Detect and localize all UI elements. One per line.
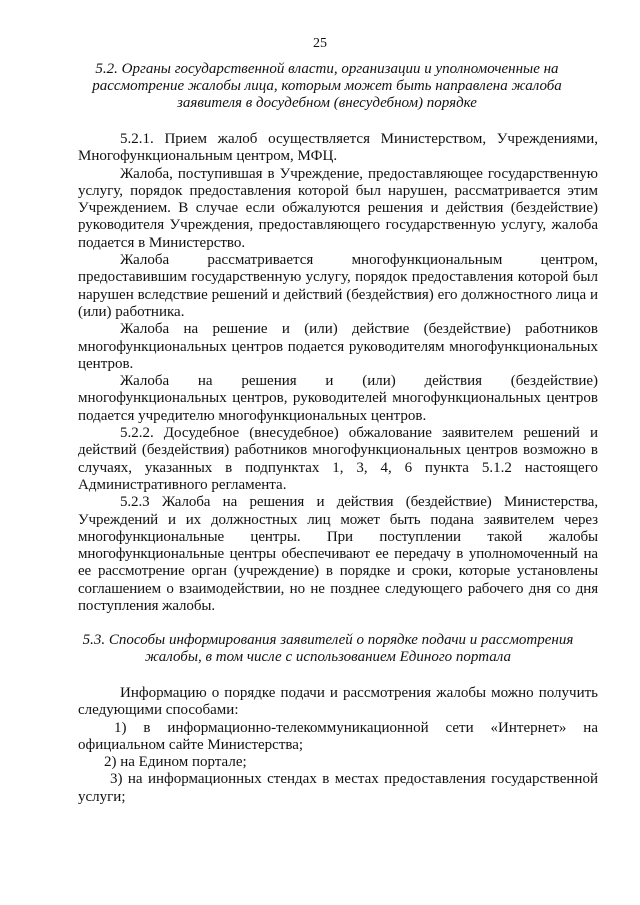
paragraph-intro: Информацию о порядке подачи и рассмотрения жалобы можно получить следующими способами: [78,685,598,719]
paragraph-5-2-2: 5.2.2. Досудебное (внесудебное) обжалование заявителем решений и действий (бездействия) работников многофункциональных центров возможно в случаях, указанных в подпунктах 1, 3, 4, 6 пункта 5.1.2 настоящего Административного регламента. [78,425,598,493]
section-5-3-heading [78,632,578,666]
paragraph-complaint-institution: Жалоба, поступившая в Учреждение, предоставляющее государственную услугу, порядок предоставления которой был нарушен, рассматривается этим Учреждением. В случае если обжалуются решения и действия (бездействие) руководителя Учреждения, предоставляющего государственную услугу, жалоба подается в Министерство. [78,165,598,251]
paragraph-complaint-mfc-heads: Жалоба на решения и (или) действия (бездействие) многофункциональных центров, руководителей многофункциональных центров подается учредителю многофункциональных центров. [78,373,598,424]
paragraph-complaint-mfc-workers: Жалоба на решение и (или) действие (бездействие) работников многофункциональных центров подается руководителям многофункциональных центров. [78,321,598,372]
heading-line: 5.3. Способы информирования заявителей о порядке подачи и рассмотрения [82,632,574,648]
list-item: 1) в информационно-телекоммуникационной сети «Интернет» на официальном сайте Министерства; [78,719,598,753]
paragraph-5-2-1: 5.2.1. Прием жалоб осуществляется Министерством, Учреждениями, Многофункциональным центром, МФЦ. [78,131,598,165]
paragraph-5-2-3: 5.2.3 Жалоба на решения и действия (бездействие) Министерства, Учреждений и их должностных лиц может быть подана заявителем через многофункциональные центры. При поступлении такой жалобы многофункциональные центры обеспечивают ее передачу в уполномоченный на ее рассмотрение орган (учреждение) в порядке и сроки, которые установлены соглашением о взаимодействии, но не позднее следующего рабочего дня со дня поступления жалобы. [78,494,598,615]
section-5-2-heading [82,61,572,112]
paragraph-complaint-mfc: Жалоба рассматривается многофункциональным центром, предоставившим государственную услугу, порядок предоставления которой был нарушен вследствие решений и действий (бездействия) его должностного лица и (или) работника. [78,252,598,320]
heading-line: 5.2. Органы государственной власти, организации и уполномоченные на [95,61,559,77]
heading-line: рассмотрение жалобы лица, которым может быть направлена жалоба [92,78,562,94]
heading-line: заявителя в досудебном (внесудебном) порядке [177,95,477,111]
heading-line: жалобы, в том числе с использованием Единого портала [145,649,511,665]
section-5-2-body [78,131,598,615]
section-5-3-body [78,685,598,806]
list-item: 3) на информационных стендах в местах предоставления государственной услуги; [78,771,598,805]
page-number: 25 [313,36,327,51]
list-item: 2) на Едином портале; [104,754,247,771]
